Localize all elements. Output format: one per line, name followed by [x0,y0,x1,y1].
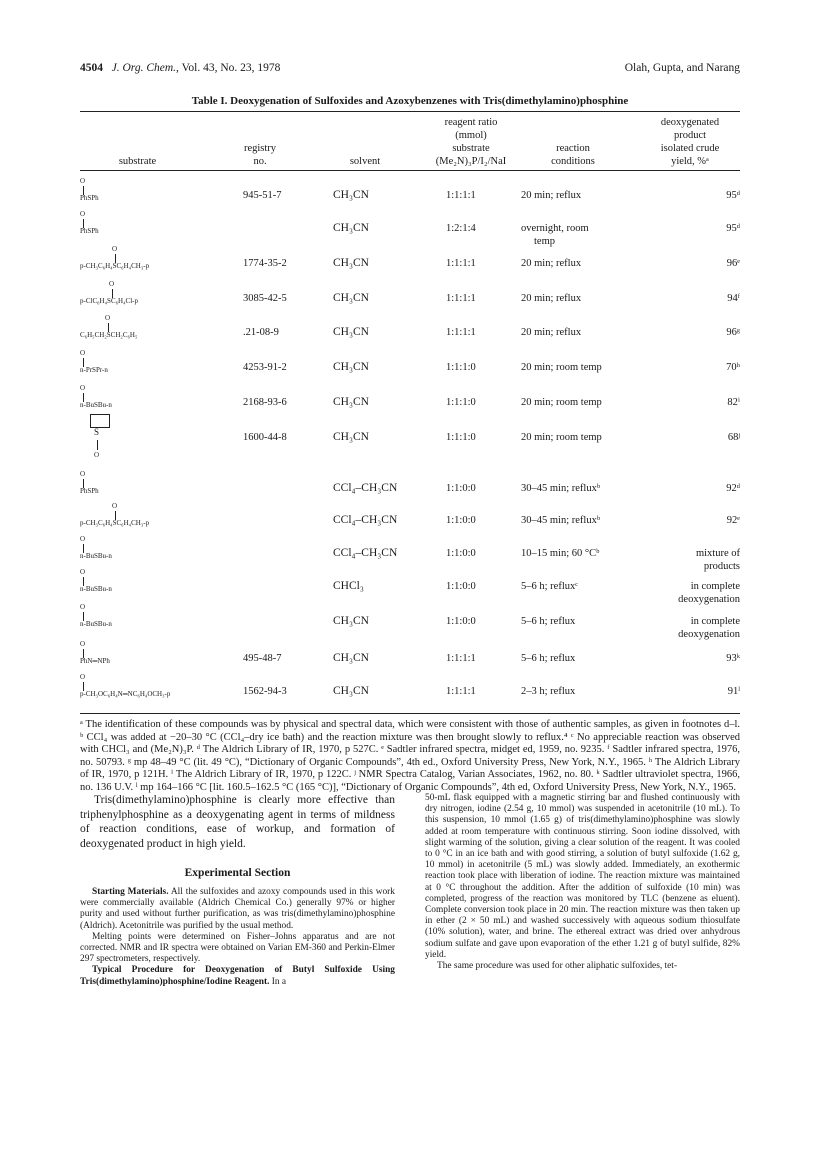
reagent-ratio: 1:1:1:0 [446,432,476,443]
starting-materials-title: Starting Materials. [92,887,169,897]
starting-materials-paragraph [80,887,395,932]
col-header-conditions [528,142,618,168]
solvent: CH₃CN [333,292,369,304]
oxide-oxygen: O [112,245,118,253]
reagent-ratio: 1:1:1:1 [446,686,476,697]
solvent: CH₃CN [333,652,369,664]
section-title: Experimental Section [184,867,291,879]
solvent: CH₃CN [333,326,369,338]
product-yield: mixture of [695,548,740,559]
reaction-conditions: temp [534,236,555,247]
substrate-formula: PhSPh [80,487,99,495]
solvent: CH₃CN [333,189,369,201]
col-header-yield-line: isolated crude [660,143,720,154]
header-left [80,62,280,74]
table-top-rule [80,111,740,112]
reaction-conditions: 20 min; room temp [521,362,602,373]
reaction-conditions: 20 min; reflux [521,258,582,269]
table-caption: Table I. Deoxygenation of Sulfoxides and Azoxybenzenes with Tris(dimethylamino)phosphine [191,95,629,107]
left-column [80,793,395,988]
page-number: 4504 [80,62,103,74]
reaction-conditions: 2–3 h; reflux [521,686,576,697]
substrate-formula: S [94,427,100,437]
registry-number: 1774-35-2 [243,258,287,269]
product-yield: 70ʰ [726,362,740,373]
oxide-oxygen: O [80,470,86,478]
oxide-oxygen: O [109,280,115,288]
col-header-ratio-line: reagent ratio [444,117,498,128]
reaction-conditions: 20 min; reflux [521,190,582,201]
substrate-structure [80,210,230,238]
oxide-oxygen: O [112,502,118,510]
product-yield: 95ᵈ [726,190,740,201]
col-header-yield-line: yield, %ᵃ [671,156,709,167]
substrate-structure [80,603,230,631]
reaction-conditions: 20 min; reflux [521,327,582,338]
col-header-solvent: solvent [349,156,381,167]
oxide-oxygen: O [94,451,100,459]
product-yield: 96ᵉ [726,258,740,269]
substrate-formula: PhSPh [80,194,99,202]
substrate-structure [80,245,230,273]
reagent-ratio: 1:1:1:1 [446,327,476,338]
product-yield: 93ᵏ [726,653,740,664]
substrate-formula: n-PrSPr-n [80,366,108,374]
sulfoxide-bond [97,440,98,450]
col-header-registry-line: registry [243,143,277,154]
col-header-substrate: substrate [118,156,157,167]
registry-number: 1562-94-3 [243,686,287,697]
col-header-ratio-line: (Me₂N)₃P/I₂/NaI [435,156,507,167]
solvent: CH₃CN [333,396,369,408]
substrate-structure [80,384,230,412]
substrate-structure [80,314,230,342]
reagent-ratio: 1:1:1:0 [446,362,476,373]
registry-number: 495-48-7 [243,653,282,664]
registry-number: 1600-44-8 [243,432,287,443]
oxide-oxygen: O [80,349,86,357]
product-yield: 82ⁱ [727,397,740,408]
reagent-ratio: 1:1:0:0 [446,515,476,526]
table-bottom-rule [80,713,740,714]
col-header-registry [220,142,300,168]
procedure-continued: 50-mL flask equipped with a magnetic stirring bar and flushed continuously with dry nitrogen, iodine (2.54 g, 10 mmol) was suspended in acetonitrile (10 mL). To this suspension, 10 mmol (1.65 g) of tris(dimethylamino)phosphine was slowly added at room temperature with continuous stirring. Soon iodine dissolved, with slight warming of the solution, giving a clear solution of the reagent. It was cooled to 0 °C in an ice bath and with good stirring, a solution of butyl sulfoxide (1.62 g, 10 mmol) in acetonitrile (5 mL) was slowly added. Immediately, an exothermic reaction took place with liberation of iodine. The reaction mixture was maintained at 0 °C throughout the addition. After the addition of sulfoxide (10 min) was completed, progress of the reaction was monitored by TLC (benzene as eluent). Complete conversion took place in 20 min. The reaction mixture was then taken up in ether (2 × 50 mL) and washed successively with aqueous sodium thiosulfate (10% solution), water, and brine. The ethereal extract was dried over anhydrous sodium sulfate and gave upon evaporation of the ether 1.21 g of butyl sulfide, 82% yield. [425,793,740,960]
reagent-ratio: 1:1:1:0 [446,397,476,408]
col-header-yield-line: deoxygenated [660,117,720,128]
registry-number: 2168-93-6 [243,397,287,408]
oxide-oxygen: O [80,603,86,611]
reagent-ratio: 1:1:1:1 [446,258,476,269]
substrate-structure [80,470,230,498]
oxide-oxygen: O [105,314,111,322]
procedure-paragraph [80,965,395,987]
col-header-ratio [412,116,530,168]
reagent-ratio: 1:1:0:0 [446,483,476,494]
col-header-yield [640,116,740,168]
solvent: CCl₄–CH₃CN [333,547,398,559]
substrate-structure [80,280,230,308]
product-yield: 92ᵈ [726,483,740,494]
product-yield: 91ˡ [727,686,740,697]
reagent-ratio: 1:1:0:0 [446,548,476,559]
substrate-structure [80,673,230,701]
header-authors: Olah, Gupta, and Narang [624,62,740,74]
reaction-conditions: 20 min; room temp [521,397,602,408]
starting-materials-text: All the sulfoxides and azoxy compounds used in this work were commercially available (Aldrich Chemical Co.) generally 97% or higher purity and used without further purification, as was tris(dimethylamino)phosphine (Aldrich). Acetonitrile was purified by the usual method. [80,887,395,931]
product-yield: 95ᵈ [726,223,740,234]
substrate-formula: p-CH₃C₆H₄SC₆H₄CH₃-p [80,262,150,270]
reaction-conditions: 20 min; reflux [521,293,582,304]
solvent: CH₃CN [333,685,369,697]
reaction-conditions: 5–6 h; reflux [521,616,576,627]
substrate-structure [80,502,230,530]
last-line: The same procedure was used for other aliphatic sulfoxides, tet- [437,961,678,972]
col-header-conditions-line: conditions [551,156,595,167]
oxide-oxygen: O [80,177,86,185]
product-yield: 92ᵉ [726,515,740,526]
oxide-oxygen: O [80,535,86,543]
col-header-yield-line: product [673,130,707,141]
journal-name: J. Org. Chem., [111,62,179,74]
product-yield: 96ᵍ [726,327,740,338]
col-header-ratio-line: (mmol) [455,130,487,141]
product-yield: in complete [690,581,740,592]
substrate-formula: p-CH₃C₆H₄SC₆H₄CH₃-p [80,519,150,527]
substrate-formula: n-BuSBu-n [80,401,112,409]
product-yield: deoxygenation [678,594,740,605]
substrate-formula: C₆H₅CH₂SCH₂C₆H₅ [80,331,138,339]
solvent: CH₃CN [333,222,369,234]
product-yield: 68ʲ [727,432,740,443]
substrate-formula: n-BuSBu-n [80,620,112,628]
registry-number: 3085-42-5 [243,293,287,304]
reagent-ratio: 1:1:1:1 [446,293,476,304]
procedure-title: Typical Procedure for Deoxygenation of Butyl Sulfoxide Using Tris(dimethylamino)phosphine/Iodine Reagent. [80,965,395,987]
solvent: CCl₄–CH₃CN [333,514,398,526]
col-header-conditions-line: reaction [556,143,590,154]
product-yield: products [703,561,740,572]
substrate-structure [80,640,230,668]
solvent: CCl₄–CH₃CN [333,482,398,494]
col-header-registry-line: no. [253,156,267,167]
solvent: CHCl₃ [333,580,364,592]
oxide-oxygen: O [80,384,86,392]
product-yield: in complete [690,616,740,627]
melting-points-paragraph: Melting points were determined on Fisher–Johns apparatus and are not corrected. NMR and IR spectra were obtained on Varian EM-360 and Perkin-Elmer 297 spectrometers, respectively. [80,931,395,965]
reaction-conditions: 5–6 h; refluxᶜ [521,581,578,592]
oxide-oxygen: O [80,640,86,648]
right-column [425,793,740,972]
oxide-oxygen: O [80,673,86,681]
col-header-ratio-line: substrate [452,143,490,154]
registry-number: 945-51-7 [243,190,282,201]
reaction-conditions: overnight, room [521,223,589,234]
thiolane-ring-icon [90,414,110,428]
substrate-structure [80,535,230,563]
substrate-formula: p-ClC₆H₄SC₆H₄Cl-p [80,297,138,305]
substrate-formula: PhN═NPh [80,657,110,665]
reagent-ratio: 1:1:1:1 [446,190,476,201]
reagent-ratio: 1:1:1:1 [446,653,476,664]
reagent-ratio: 1:2:1:4 [446,223,476,234]
oxide-oxygen: O [80,568,86,576]
reagent-ratio: 1:1:0:0 [446,581,476,592]
substrate-formula: n-BuSBu-n [80,585,112,593]
table-footnotes: ᵃ The identification of these compounds was by physical and spectral data, which were consistent with those of authentic samples, as given in footnotes d–l. ᵇ CCl₄ was added at −20–30 °C (CCl₄–dry ice bath) and the reaction mixture was then brought slowly to reflux.⁴ ᶜ No appreciable reaction was observed with CHCl₃ and (Me₂N)₃P. ᵈ The Aldrich Library of IR, 1970, p 527C. ᵉ Sadtler infrared spectra, midget ed, 1959, no. 9235. ᶠ Sadtler infrared spectra, 1976, no. 50793. ᵍ mp 48–49 °C (lit. 49 °C), “Dictionary of Organic Compounds”, 4th ed., Oxford University Press, New York, N.Y., 1965. ʰ The Aldrich Library of IR, 1970, p 121H. ⁱ The Aldrich Library of IR, 1970, p 122C. ʲ NMR Spectra Catalog, Varian Associates, 1962, no. 80. ᵏ Sadtler ultraviolet spectra, 1966, no. 136 U.V. ˡ mp 164–166 °C [lit. 160.5–162.5 °C (165 °C)], “Dictionary of Organic Compounds”, 4th ed, Oxford University Press, New York, N.Y., 1965. [80,719,740,793]
product-yield: 94ᶠ [727,293,740,304]
intro-paragraph: Tris(dimethylamino)phosphine is clearly more effective than triphenylphosphine as a deoxygenating agent in terms of mildness of reaction conditions, ease of workup, and formation of deoxygenated product in high yield. [80,794,395,850]
substrate-structure [80,349,230,377]
substrate-formula: p-CH₃OC₆H₄N═NC₆H₄OCH₃-p [80,690,171,698]
substrate-structure [80,568,230,596]
product-yield: deoxygenation [678,629,740,640]
reaction-conditions: 30–45 min; refluxᵇ [521,515,601,526]
reaction-conditions: 5–6 h; reflux [521,653,576,664]
reagent-ratio: 1:1:0:0 [446,616,476,627]
solvent: CH₃CN [333,431,369,443]
solvent: CH₃CN [333,615,369,627]
reaction-conditions: 20 min; room temp [521,432,602,443]
volume-info: Vol. 43, No. 23, 1978 [181,62,281,74]
procedure-start: In a [271,976,287,987]
substrate-structure [80,177,230,205]
registry-number: .21-08-9 [243,327,279,338]
reaction-conditions: 10–15 min; 60 °Cᵇ [521,548,600,559]
substrate-formula: PhSPh [80,227,99,235]
reaction-conditions: 30–45 min; refluxᵇ [521,483,601,494]
running-header [80,62,740,78]
registry-number: 4253-91-2 [243,362,287,373]
solvent: CH₃CN [333,361,369,373]
solvent: CH₃CN [333,257,369,269]
oxide-oxygen: O [80,210,86,218]
table-header-rule [80,170,740,171]
substrate-formula: n-BuSBu-n [80,552,112,560]
